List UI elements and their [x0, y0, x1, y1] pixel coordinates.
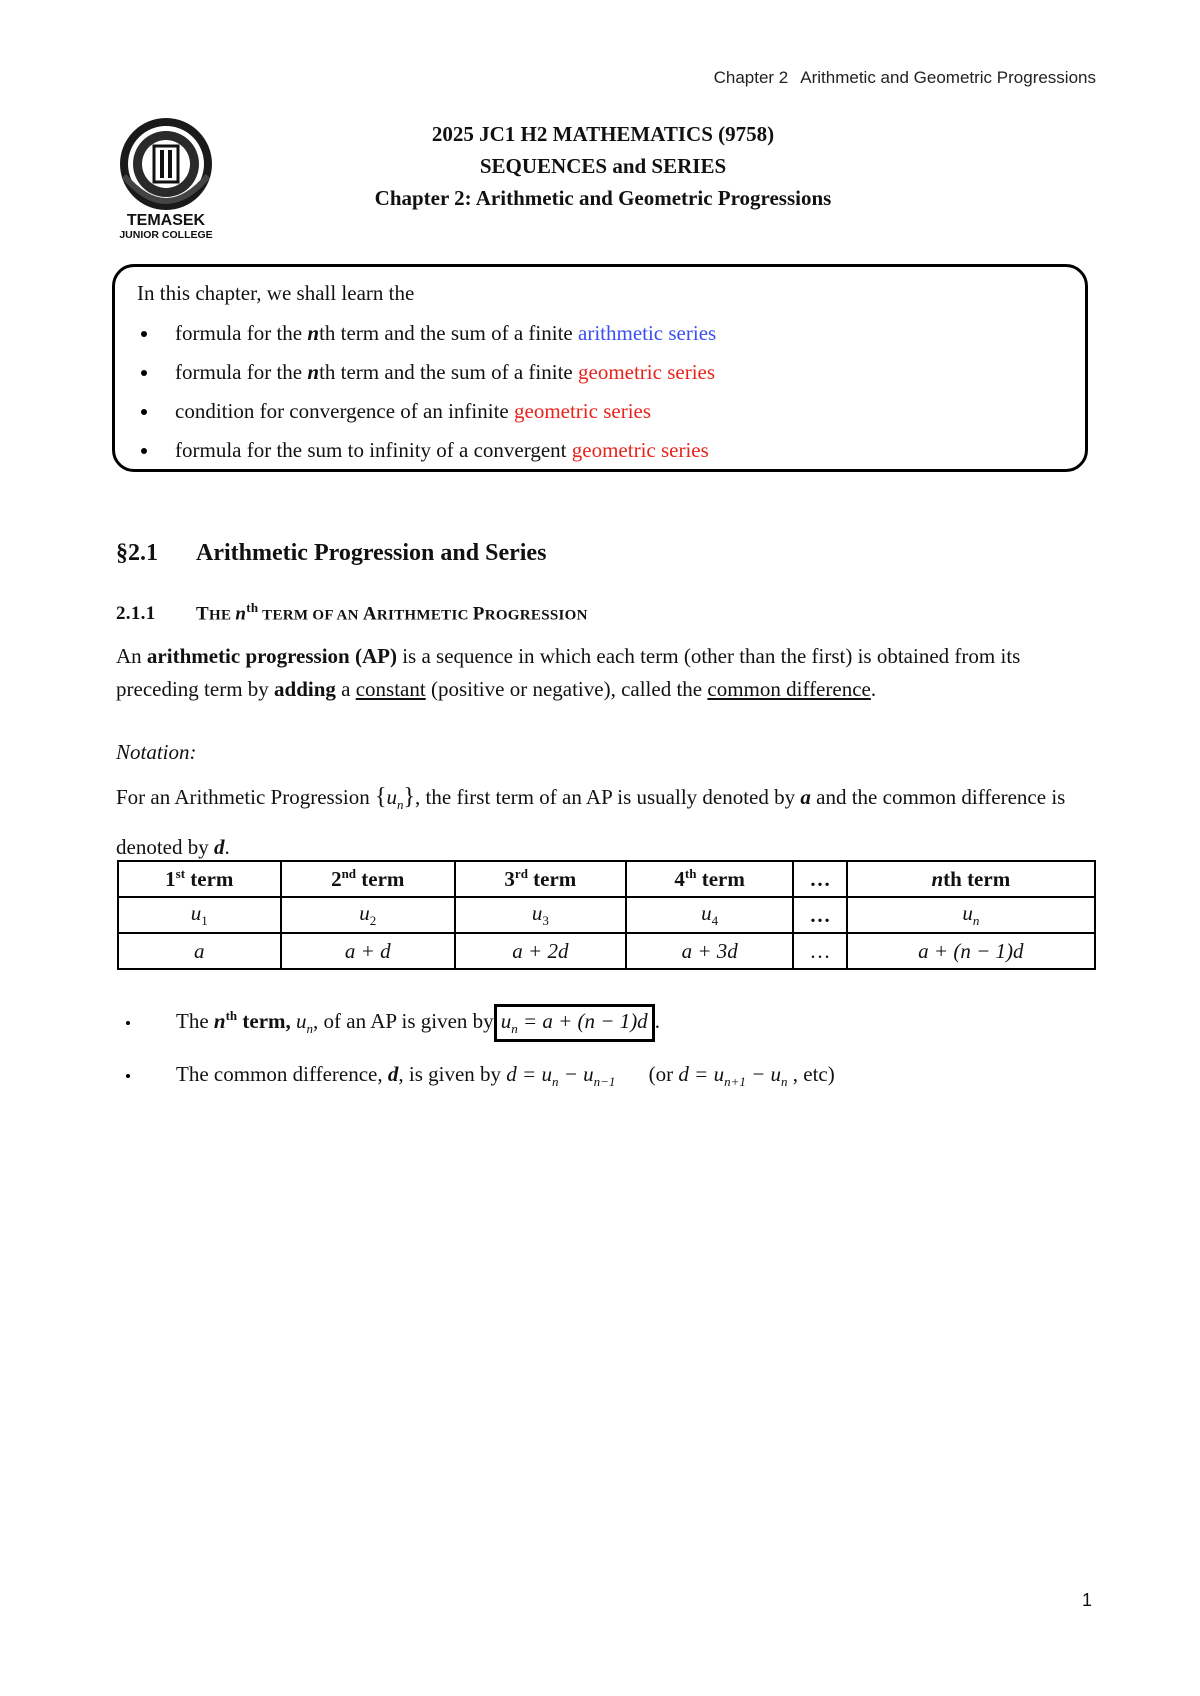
nth-term-formula-box: $u_n = a + (n - 1)d$ [494, 1004, 655, 1042]
section-title: Arithmetic Progression and Series [196, 540, 547, 566]
page-number: 1 [1081, 1590, 1092, 1610]
table-header-cell: 3rd term [455, 861, 626, 897]
table-row [118, 933, 1095, 969]
bullet-icon [126, 1074, 130, 1078]
bullet-icon [141, 370, 147, 376]
table-header-cell: nth term [847, 861, 1095, 897]
table-cell: a + 3d [626, 933, 794, 969]
learning-objectives-box [112, 264, 1088, 472]
running-header [714, 68, 1096, 88]
table-cell: $u_n$ [847, 897, 1095, 933]
section-number: §2.1 [116, 540, 158, 566]
notation-text: For an Arithmetic Progression $\{u_n\}$, the first term of an AP is usually denoted by a and the common difference is denoted by d. [116, 784, 1066, 860]
highlight-geometric-series: geometric series [571, 438, 709, 462]
bullet-icon [141, 448, 147, 454]
highlight-arithmetic-series: arithmetic series [578, 321, 717, 345]
ap-terms-table [117, 860, 1096, 970]
logo-text-junior-college: JUNIOR COLLEGE [119, 229, 213, 241]
table-cell: … [793, 897, 846, 933]
term-constant: constant [355, 677, 426, 701]
document-title [0, 118, 1200, 214]
title-line-course: 2025 JC1 H2 MATHEMATICS (9758) [431, 122, 775, 146]
term-adding: adding [274, 677, 336, 701]
ap-definition: An arithmetic progression (AP) is a sequence in which each term (other than the first) is obtained from its preceding term by adding a constant (positive or negative), called the common difference. [116, 644, 1021, 701]
term-common-difference: common difference [707, 677, 871, 701]
objective-item: formula for the sum to infinity of a convergent geometric series [137, 436, 716, 475]
notation-label: Notation: [116, 740, 197, 764]
table-cell: $u_1$ [118, 897, 281, 933]
subsection-heading: 2.1.1 THE $n^{th}$ TERM OF AN ARITHMETIC PROGRESSION [116, 600, 588, 625]
objective-item: condition for convergence of an infinite geometric series [137, 397, 716, 436]
header-chapter: Chapter 2 [713, 68, 789, 87]
bullet-icon [126, 1021, 130, 1025]
objective-item: formula for the nth term and the sum of a finite geometric series [137, 358, 716, 397]
bullet-icon [141, 331, 147, 337]
table-header-cell: 2nd term [281, 861, 455, 897]
title-line-topic: SEQUENCES and SERIES [479, 154, 727, 178]
table-header-cell: 1st term [118, 861, 281, 897]
title-line-chapter: Chapter 2: Arithmetic and Geometric Progressions [374, 186, 832, 210]
table-cell: a + 2d [455, 933, 626, 969]
highlight-geometric-series: geometric series [578, 360, 716, 384]
objectives-intro: In this chapter, we shall learn the [137, 281, 415, 305]
objective-item: formula for the nth term and the sum of a finite arithmetic series [137, 319, 716, 358]
table-cell: $u_3$ [455, 897, 626, 933]
nth-term-formula-bullet: The $n^{th}$ term, $u_n$, of an AP is given by $u_n = a + (n - 1)d$ . [116, 1004, 660, 1042]
table-cell: $u_2$ [281, 897, 455, 933]
table-header-row [118, 861, 1095, 897]
highlight-geometric-series: geometric series [514, 399, 652, 423]
table-cell: a + (n − 1)d [847, 933, 1095, 969]
objectives-list [137, 319, 716, 475]
subsection-number: 2.1.1 [116, 603, 156, 625]
table-cell: a [118, 933, 281, 969]
table-cell: … [793, 933, 846, 969]
table-cell: $u_4$ [626, 897, 794, 933]
logo-text-temasek: TEMASEK [126, 212, 206, 229]
common-difference-bullet: The common difference, d, is given by $d = u_n - u_{n-1}$ (or $d = u_{n+1} - u_n$ , etc) [116, 1062, 835, 1090]
section-heading [116, 540, 546, 567]
table-cell: a + d [281, 933, 455, 969]
table-header-cell: … [793, 861, 846, 897]
term-arithmetic-progression: arithmetic progression (AP) [146, 644, 397, 668]
table-header-cell: 4th term [626, 861, 794, 897]
bullet-icon [141, 409, 147, 415]
table-row [118, 897, 1095, 933]
header-topic: Arithmetic and Geometric Progressions [800, 68, 1096, 87]
